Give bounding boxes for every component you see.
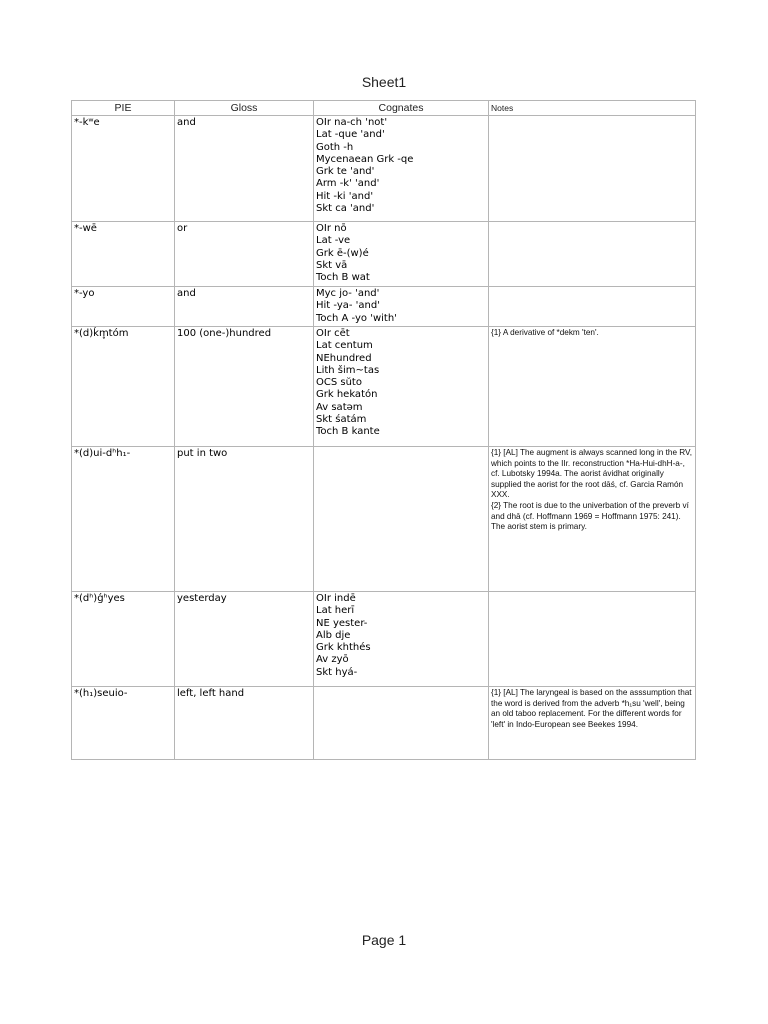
cognate-item: Grk te 'and': [316, 166, 375, 178]
cognate-item: Av zyō: [316, 654, 349, 666]
notes-cell: [489, 592, 696, 687]
cognate-item: Toch A -yo 'with': [316, 312, 397, 324]
pie-root-cell: *(dʰ)ǵʰyes: [72, 592, 175, 687]
cognate-item: OIr indē: [316, 593, 356, 604]
cognate-item: Arm -k' 'and': [316, 178, 380, 190]
cognate-item: Toch B wat: [316, 272, 370, 284]
notes-cell: [489, 327, 696, 447]
cognate-item: NE yester-: [316, 617, 368, 629]
cognate-item: Myc jo- 'and': [316, 288, 380, 299]
sheet-title: Sheet1: [361, 74, 407, 90]
table-row: [72, 592, 696, 687]
notes-cell: [489, 447, 696, 592]
cognate-item: OIr nō: [316, 223, 347, 234]
header-cognates: Cognates: [314, 101, 489, 116]
cognate-item: Lith šim~tas: [316, 364, 380, 376]
cognate-item: Lat -ve: [316, 235, 351, 247]
header-notes: Notes: [489, 101, 696, 116]
pie-root-cell: *-kʷe: [72, 116, 175, 222]
cognate-item: Skt ca 'and': [316, 203, 375, 215]
cognate-item: Grk ē-(w)é: [316, 247, 369, 259]
cognate-item: OCS sŭto: [316, 377, 362, 389]
cognate-item: Lat -que 'and': [316, 129, 385, 141]
cognate-item: NEhundred: [316, 352, 372, 364]
cognates-cell: [314, 447, 489, 592]
cognate-item: Alb dje: [316, 629, 351, 641]
gloss-cell: and: [175, 116, 314, 222]
cognate-item: Skt śatám: [316, 414, 367, 426]
cognate-item: Grk khthés: [316, 642, 371, 654]
page-footer: Page 1: [361, 932, 407, 948]
cognate-item: Skt hyá-: [316, 666, 358, 678]
note-text: {1} [AL] The laryngeal is based on the asssumption that the word is derived from the adverb *h₁su 'well', being an old taboo replacement. For the different words for 'left' in Indo-European see Beekes 1994.: [491, 688, 692, 729]
notes-cell: [489, 287, 696, 327]
gloss-cell: and: [175, 287, 314, 327]
gloss-cell: put in two: [175, 447, 314, 592]
table-row: [72, 287, 696, 327]
cognate-item: Mycenaean Grk -qe: [316, 153, 414, 165]
header-pie: PIE: [72, 101, 175, 116]
header-row: [72, 101, 696, 116]
cognates-cell: [314, 222, 489, 287]
notes-cell: [489, 222, 696, 287]
cognate-item: Skt vā: [316, 259, 348, 271]
note-text: {1} [AL] The augment is always scanned long in the RV, which points to the IIr. reconstruction *Ha-Hui-dhH-a-, cf. Lubotsky 1994a. The aorist ávidhat originally supplied the aorist for the root dāś, cf. Garcia Ramón XXX.: [491, 448, 693, 500]
table-row: [72, 447, 696, 592]
cognate-item: Lat herī: [316, 605, 355, 617]
note-text: {2} The root is due to the univerbation of the preverb ví and dhā (cf. Hoffmann 1969 = Hoffmann 1975: 241). The aorist stem is primary.: [491, 500, 689, 532]
cognate-item: Grk hekatón: [316, 389, 378, 401]
note-text: {1} A derivative of *dekm 'ten'.: [491, 328, 599, 337]
cognate-item: Av satəm: [316, 401, 363, 413]
table-row: [72, 116, 696, 222]
pie-root-cell: *-wē: [72, 222, 175, 287]
cognate-item: OIr cēt: [316, 328, 350, 339]
pie-root-cell: *(h₁)seuio-: [72, 687, 175, 760]
pie-root-cell: *(d)ḱm̥tóm: [72, 327, 175, 447]
table-row: [72, 687, 696, 760]
cognates-cell: [314, 116, 489, 222]
gloss-cell: left, left hand: [175, 687, 314, 760]
cognates-cell: [314, 687, 489, 760]
cognate-item: Goth -h: [316, 141, 354, 153]
notes-cell: [489, 116, 696, 222]
gloss-cell: or: [175, 222, 314, 287]
header-gloss: Gloss: [175, 101, 314, 116]
table-row: [72, 327, 696, 447]
gloss-cell: 100 (one-)hundred: [175, 327, 314, 447]
cognates-cell: [314, 287, 489, 327]
cognate-item: Lat centum: [316, 340, 373, 352]
notes-cell: [489, 687, 696, 760]
gloss-cell: yesterday: [175, 592, 314, 687]
table-row: [72, 222, 696, 287]
lexicon-table: [71, 100, 696, 760]
pie-root-cell: *-yo: [72, 287, 175, 327]
cognate-item: OIr na-ch 'not': [316, 117, 388, 128]
cognates-cell: [314, 327, 489, 447]
cognate-item: Toch B kante: [316, 426, 380, 438]
cognate-item: Hit -ki 'and': [316, 190, 374, 202]
cognates-cell: [314, 592, 489, 687]
cognate-item: Hit -ya- 'and': [316, 300, 380, 312]
pie-root-cell: *(d)ui-dʰh₁-: [72, 447, 175, 592]
